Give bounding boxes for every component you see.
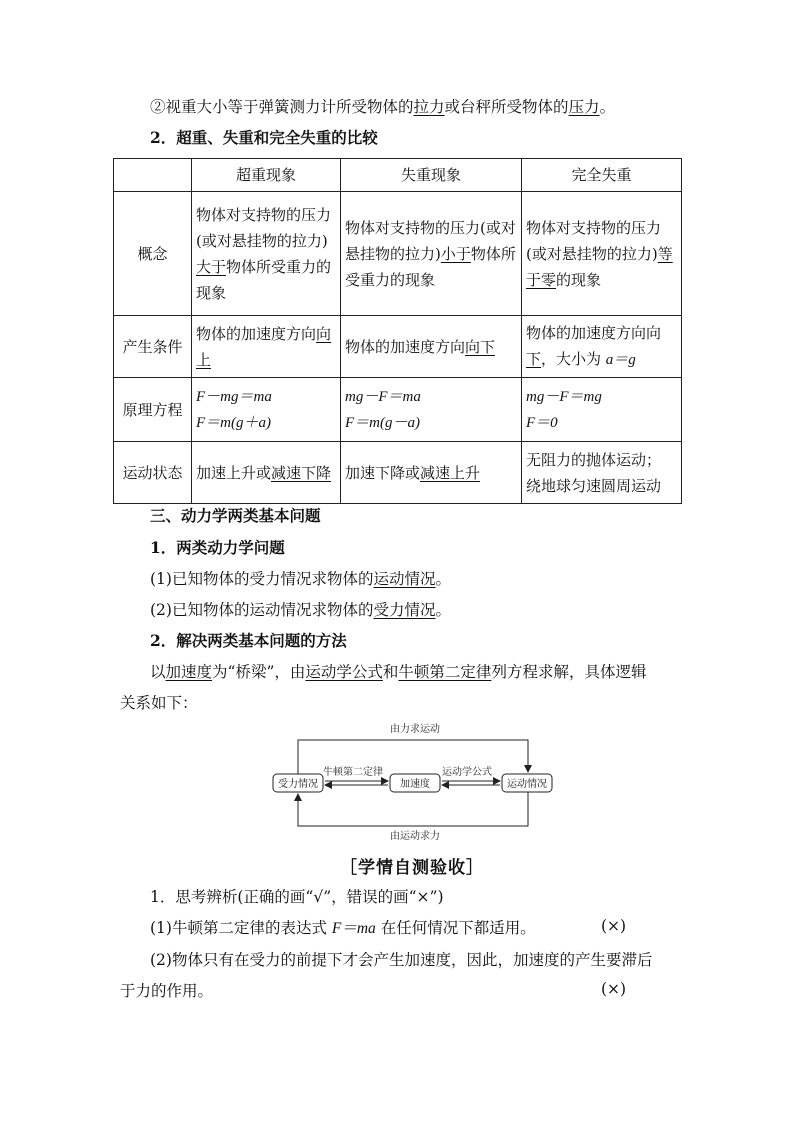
table-row-equation xyxy=(114,378,682,442)
cell-equation-zero: mg－F＝mg F＝0 xyxy=(522,378,682,442)
cell-equation-less: mg－F＝ma F＝m(g－a) xyxy=(341,378,522,442)
cell-motion-over: 加速上升或减速下降 xyxy=(192,442,341,504)
cell-condition-zero: 物体的加速度方向向下，大小为 a＝g xyxy=(522,316,682,378)
problem-item-1: (1)已知物体的受力情况求物体的运动情况。 xyxy=(150,570,451,588)
view-weight-line: ②视重大小等于弹簧测力计所受物体的拉力或台秤所受物体的压力。 xyxy=(150,98,616,116)
judgement-heading: 1．思考辨析(正确的画“√”，错误的画“×”) xyxy=(150,888,444,906)
comparison-heading: 2．超重、失重和完全失重的比较 xyxy=(150,128,378,147)
row-label-motion: 运动状态 xyxy=(114,442,192,504)
table-header-row xyxy=(114,159,682,192)
header-weightless: 失重现象 xyxy=(341,159,522,192)
row-label-equation: 原理方程 xyxy=(114,378,192,442)
method-paragraph-line1: 以加速度为“桥梁”，由运动学公式和牛顿第二定律列方程求解，具体逻辑 xyxy=(150,663,647,681)
question-1-mark: (×) xyxy=(601,917,627,935)
header-empty xyxy=(114,159,192,192)
two-problems-heading: 1．两类动力学问题 xyxy=(150,538,285,557)
self-test-title: ［学情自测验收］ xyxy=(340,858,484,878)
cell-concept-less: 物体对支持物的压力(或对悬挂物的拉力)小于物体所受重力的现象 xyxy=(341,192,522,316)
arrow-motion-to-force xyxy=(298,792,528,826)
svg-text:运动情况: 运动情况 xyxy=(507,779,547,790)
label-kinematics-formula: 运动学公式 xyxy=(442,767,492,778)
svg-text:加速度: 加速度 xyxy=(400,779,430,790)
label-newton-second-law: 牛顿第二定律 xyxy=(323,767,383,778)
section-three-heading: 三、动力学两类基本问题 xyxy=(150,506,321,525)
header-complete-weightless: 完全失重 xyxy=(522,159,682,192)
comparison-table xyxy=(113,158,682,504)
cell-condition-over: 物体的加速度方向向上 xyxy=(192,316,341,378)
question-2-mark: (×) xyxy=(601,980,627,998)
svg-text:受力情况: 受力情况 xyxy=(278,779,318,790)
cell-motion-less: 加速下降或减速上升 xyxy=(341,442,522,504)
question-2-line2: 于力的作用。 xyxy=(120,982,214,1000)
method-heading: 2．解决两类基本问题的方法 xyxy=(150,631,347,650)
table-row-motion xyxy=(114,442,682,504)
question-2-line1: (2)物体只有在受力的前提下才会产生加速度，因此，加速度的产生要滞后 xyxy=(150,951,653,969)
cell-equation-over: F－mg＝ma F＝m(g＋a) xyxy=(192,378,341,442)
problem-item-2: (2)已知物体的运动情况求物体的受力情况。 xyxy=(150,601,451,619)
header-overweight: 超重现象 xyxy=(192,159,341,192)
cell-concept-zero: 物体对支持物的压力(或对悬挂物的拉力)等于零的现象 xyxy=(522,192,682,316)
label-motion-to-force: 由运动求力 xyxy=(390,831,440,842)
row-label-concept: 概念 xyxy=(114,192,192,316)
row-label-condition: 产生条件 xyxy=(114,316,192,378)
method-paragraph-line2: 关系如下： xyxy=(120,694,198,712)
table-row-concept xyxy=(114,192,682,316)
dynamics-flow-diagram xyxy=(270,718,560,846)
label-force-to-motion: 由力求运动 xyxy=(390,724,440,735)
question-1: (1)牛顿第二定律的表达式 F＝ma 在任何情况下都适用。 xyxy=(150,919,536,937)
cell-concept-over: 物体对支持物的压力(或对悬挂物的拉力)大于物体所受重力的现象 xyxy=(192,192,341,316)
cell-motion-zero: 无阻力的抛体运动； 绕地球匀速圆周运动 xyxy=(522,442,682,504)
table-row-condition xyxy=(114,316,682,378)
cell-condition-less: 物体的加速度方向向下 xyxy=(341,316,522,378)
